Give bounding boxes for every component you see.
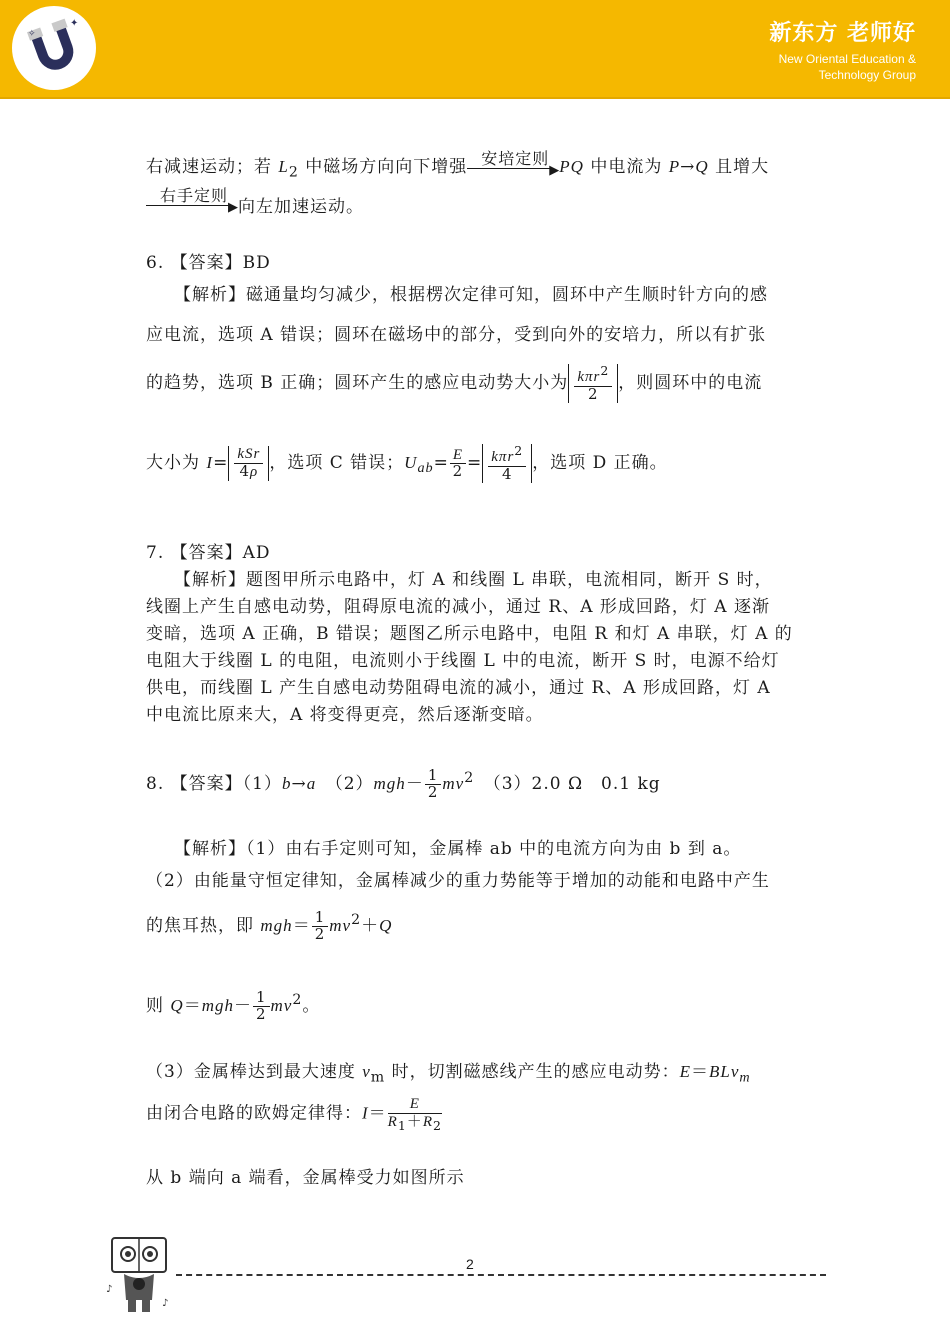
q8-line: 从 b 端向 a 端看，金属棒受力如图所示: [146, 1168, 465, 1188]
svg-text:♪: ♪: [162, 1298, 169, 1309]
page-header: [0, 0, 950, 99]
q6-line: 大小为 I= $\frac{\text{kSr}}{4\rho}$ ，选项 C 错误；$U_{ab}=$ $\frac{E}{2}$ = $\frac{k\pi r^2}{4}$ ，选项 D 正确。: [146, 443, 668, 483]
q7-line: 变暗，选项 A 正确，B 错误；题图乙所示电路中，电阻 R 和灯 A 串联，灯 A 的: [146, 624, 793, 644]
owl-book-mascot-icon: [104, 1234, 174, 1316]
arrow-icon: 安培定则 ▶: [467, 160, 559, 180]
brand-name-cn: 新东方 老师好: [769, 21, 916, 46]
arrow-icon: 右手定则 ▶: [146, 197, 238, 217]
q6-line: 应电流，选项 A 错误；圆环在磁场中的部分，受到向外的安培力，所以有扩张: [146, 325, 767, 345]
text-line: 右手定则 ▶向左加速运动。: [146, 192, 364, 217]
page-number: 2: [466, 1256, 474, 1272]
q7-line: 中电流比原来大，A 将变得更亮，然后逐渐变暗。: [146, 705, 544, 725]
q6-line: 【解析】磁通量均匀减少，根据楞次定律可知，圆环中产生顺时针方向的感: [174, 285, 768, 305]
q8-line: （2）由能量守恒定律知，金属棒减少的重力势能等于增加的动能和电路中产生: [146, 871, 770, 891]
q8-title: 8. 【答案】（1）b→a （2）mgh－ $\frac{1}{2}$ $mv^2$ （3）2.0 Ω 0.1 kg: [146, 766, 661, 801]
brand-name-en-2: Technology Group: [818, 68, 916, 82]
text-line: 右减速运动；若 $L_2$ 中磁场方向向下增强 安培定则 ▶PQ 中电流为 P→Q 且增大: [146, 149, 770, 181]
q6-line: 的趋势，选项 B 正确；圆环产生的感应电动势大小为 $\frac{k\pi r^2}{2}$ ，则圆环中的电流: [146, 363, 763, 403]
svg-text:✦: ✦: [70, 18, 79, 29]
footer-divider: [176, 1274, 826, 1276]
q8-line: 的焦耳热，即 mgh＝ $\frac{1}{2}$ $mv^2+Q$: [146, 908, 393, 943]
svg-text:✧: ✧: [28, 29, 36, 39]
brand-block: [769, 16, 916, 83]
q8-line: 由闭合电路的欧姆定律得：I＝ $\frac{E}{R_1+R_2}$: [146, 1096, 442, 1133]
q7-line: 电阻大于线圈 L 的电阻，电流则小于线圈 L 中的电流，断开 S 时，电源不给灯: [146, 651, 780, 671]
q8-line: 【解析】（1）由右手定则可知，金属棒 ab 中的电流方向为由 b 到 a。: [174, 839, 742, 859]
magnet-u-icon: [12, 6, 96, 90]
q8-line: （3）金属棒达到最大速度 $v_m$ 时，切割磁感线产生的感应电动势：E＝BLv$_m$: [146, 1062, 751, 1086]
q7-line: 线圈上产生自感电动势，阻碍原电流的减小，通过 R、A 形成回路，灯 A 逐渐: [146, 597, 770, 617]
q7-line: 供电，而线圈 L 产生自感电动势阻碍电流的减小，通过 R、A 形成回路，灯 A: [146, 678, 771, 698]
q7-title: 7. 【答案】AD: [146, 543, 271, 563]
q7-line: 【解析】题图甲所示电路中，灯 A 和线圈 L 串联，电流相同，断开 S 时，: [174, 570, 773, 590]
q6-title: 6. 【答案】BD: [146, 253, 271, 273]
svg-text:♪: ♪: [106, 1284, 113, 1295]
brand-name-en-1: New Oriental Education &: [778, 52, 916, 66]
q8-line: 则 Q＝mgh－ $\frac{1}{2}$ $mv^2$。: [146, 988, 321, 1023]
